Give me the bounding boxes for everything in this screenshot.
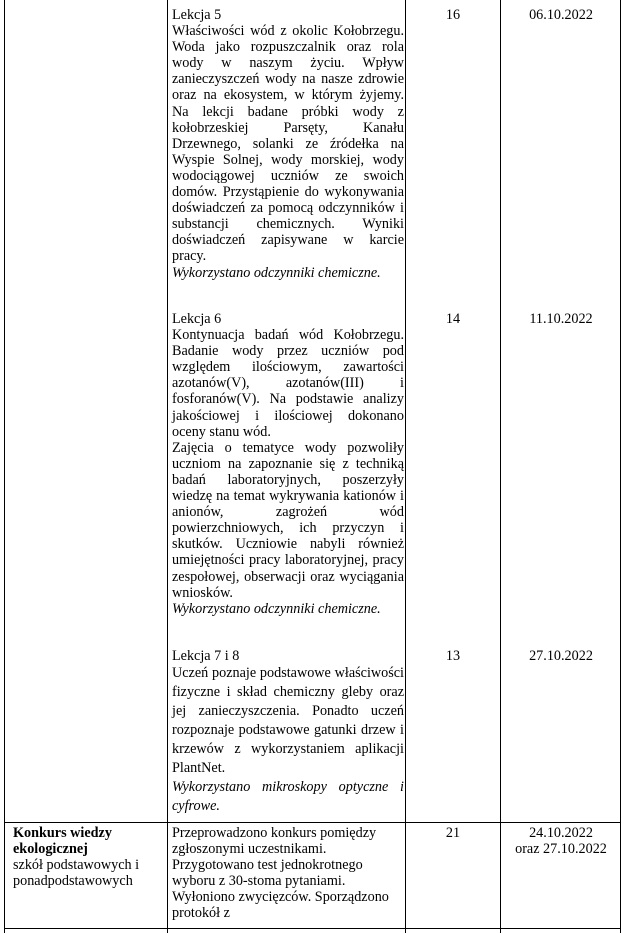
lesson-6-description xyxy=(172,311,404,617)
table-bottom-border xyxy=(4,928,621,929)
lesson-6-count: 14 xyxy=(445,311,461,327)
lesson-5-body: Właściwości wód z okolic Kołobrzegu. Woda jako rozpuszczalnik oraz rola wody w naszym życiu. Wpływ zanieczyszczeń wody na nasze zdrowie oraz na ekosystem, w którym żyjemy. Na lekcji badane próbki wody z kołobrzeskiej Parsęty, Kanału Drzewnego, solanki ze źródełka na Wyspie Solnej, wody morskiej, wody wodociągowej uczniów ze swoich domów. Przystąpienie do wykonywania doświadczeń za pomocą odczynników i substancji chemicznych. Wyniki doświadczeń zapisywane w karcie pracy. xyxy=(172,23,404,265)
lesson-5-description xyxy=(172,7,404,281)
lesson-7-8-description xyxy=(172,648,404,816)
lesson-7-8-count: 13 xyxy=(445,648,461,664)
lesson-6-body-2: Zajęcia o tematyce wody pozwoliły uczniom na zapoznanie się z techniką badań laboratoryjnych, poszerzyły wiedzę na temat wykrywania kationów i anionów, zagrożeń wód powierzchniowych, ich przyczyn i skutków. Uczniowie nabyli również umiejętności pracy laboratoryjnej, pracy zespołowej, obserwacji oraz wyciągania wniosków. xyxy=(172,439,404,601)
lesson-5-note: Wykorzystano odczynniki chemiczne. xyxy=(172,264,381,281)
lesson-6-title: Lekcja 6 xyxy=(172,311,222,327)
lesson-5-count: 16 xyxy=(445,7,461,23)
contest-date-1: 24.10.2022 xyxy=(529,825,593,841)
table-divider-1 xyxy=(167,0,168,933)
lesson-6-body: Kontynuacja badań wód Kołobrzegu. Badanie wody przez uczniów pod względem ilościowym, zawartości azotanów(V), azotanów(III) i fosforanów(V). Na podstawie analizy jakościowej i ilościowej dokonano oceny stanu wód. xyxy=(172,327,404,440)
table-divider-3 xyxy=(500,0,501,933)
lesson-5-title: Lekcja 5 xyxy=(172,7,222,23)
lesson-6-date: 11.10.2022 xyxy=(529,311,593,327)
table-divider-2 xyxy=(405,0,406,933)
table-border-right xyxy=(620,0,621,933)
lesson-7-8-title: Lekcja 7 i 8 xyxy=(172,648,240,664)
contest-name-rest: szkół podstawowych i ponadpodstawowych xyxy=(13,857,140,890)
contest-dates xyxy=(502,825,620,857)
contest-count: 21 xyxy=(445,825,461,841)
contest-date-2: oraz 27.10.2022 xyxy=(515,841,607,858)
lesson-6-note: Wykorzystano odczynniki chemiczne. xyxy=(172,600,381,617)
lesson-7-8-date: 27.10.2022 xyxy=(529,648,593,664)
lesson-5-date: 06.10.2022 xyxy=(529,7,593,23)
contest-name-bold: Konkurs wiedzy ekologicznej xyxy=(13,825,112,858)
lesson-7-8-body: Uczeń poznaje podstawowe właściwości fizyczne i skład chemiczny gleby oraz jej zanieczyszczenia. Ponadto uczeń rozpoznaje podstawowe gatunki drzew i krzewów z wykorzystaniem aplikacji PlantNet. xyxy=(172,665,404,777)
table-row-divider xyxy=(4,822,621,823)
contest-name xyxy=(13,825,165,889)
lesson-7-8-note: Wykorzystano mikroskopy optyczne i cyfrowe. xyxy=(172,779,404,815)
table-border-left xyxy=(4,0,5,933)
contest-description: Przeprowadzono konkurs pomiędzy zgłoszonymi uczestnikami. Przygotowano test jednokrotnego wyboru z 30-stoma pytaniami. Wyłoniono zwycięzców. Sporządzono protokół z xyxy=(172,825,389,922)
